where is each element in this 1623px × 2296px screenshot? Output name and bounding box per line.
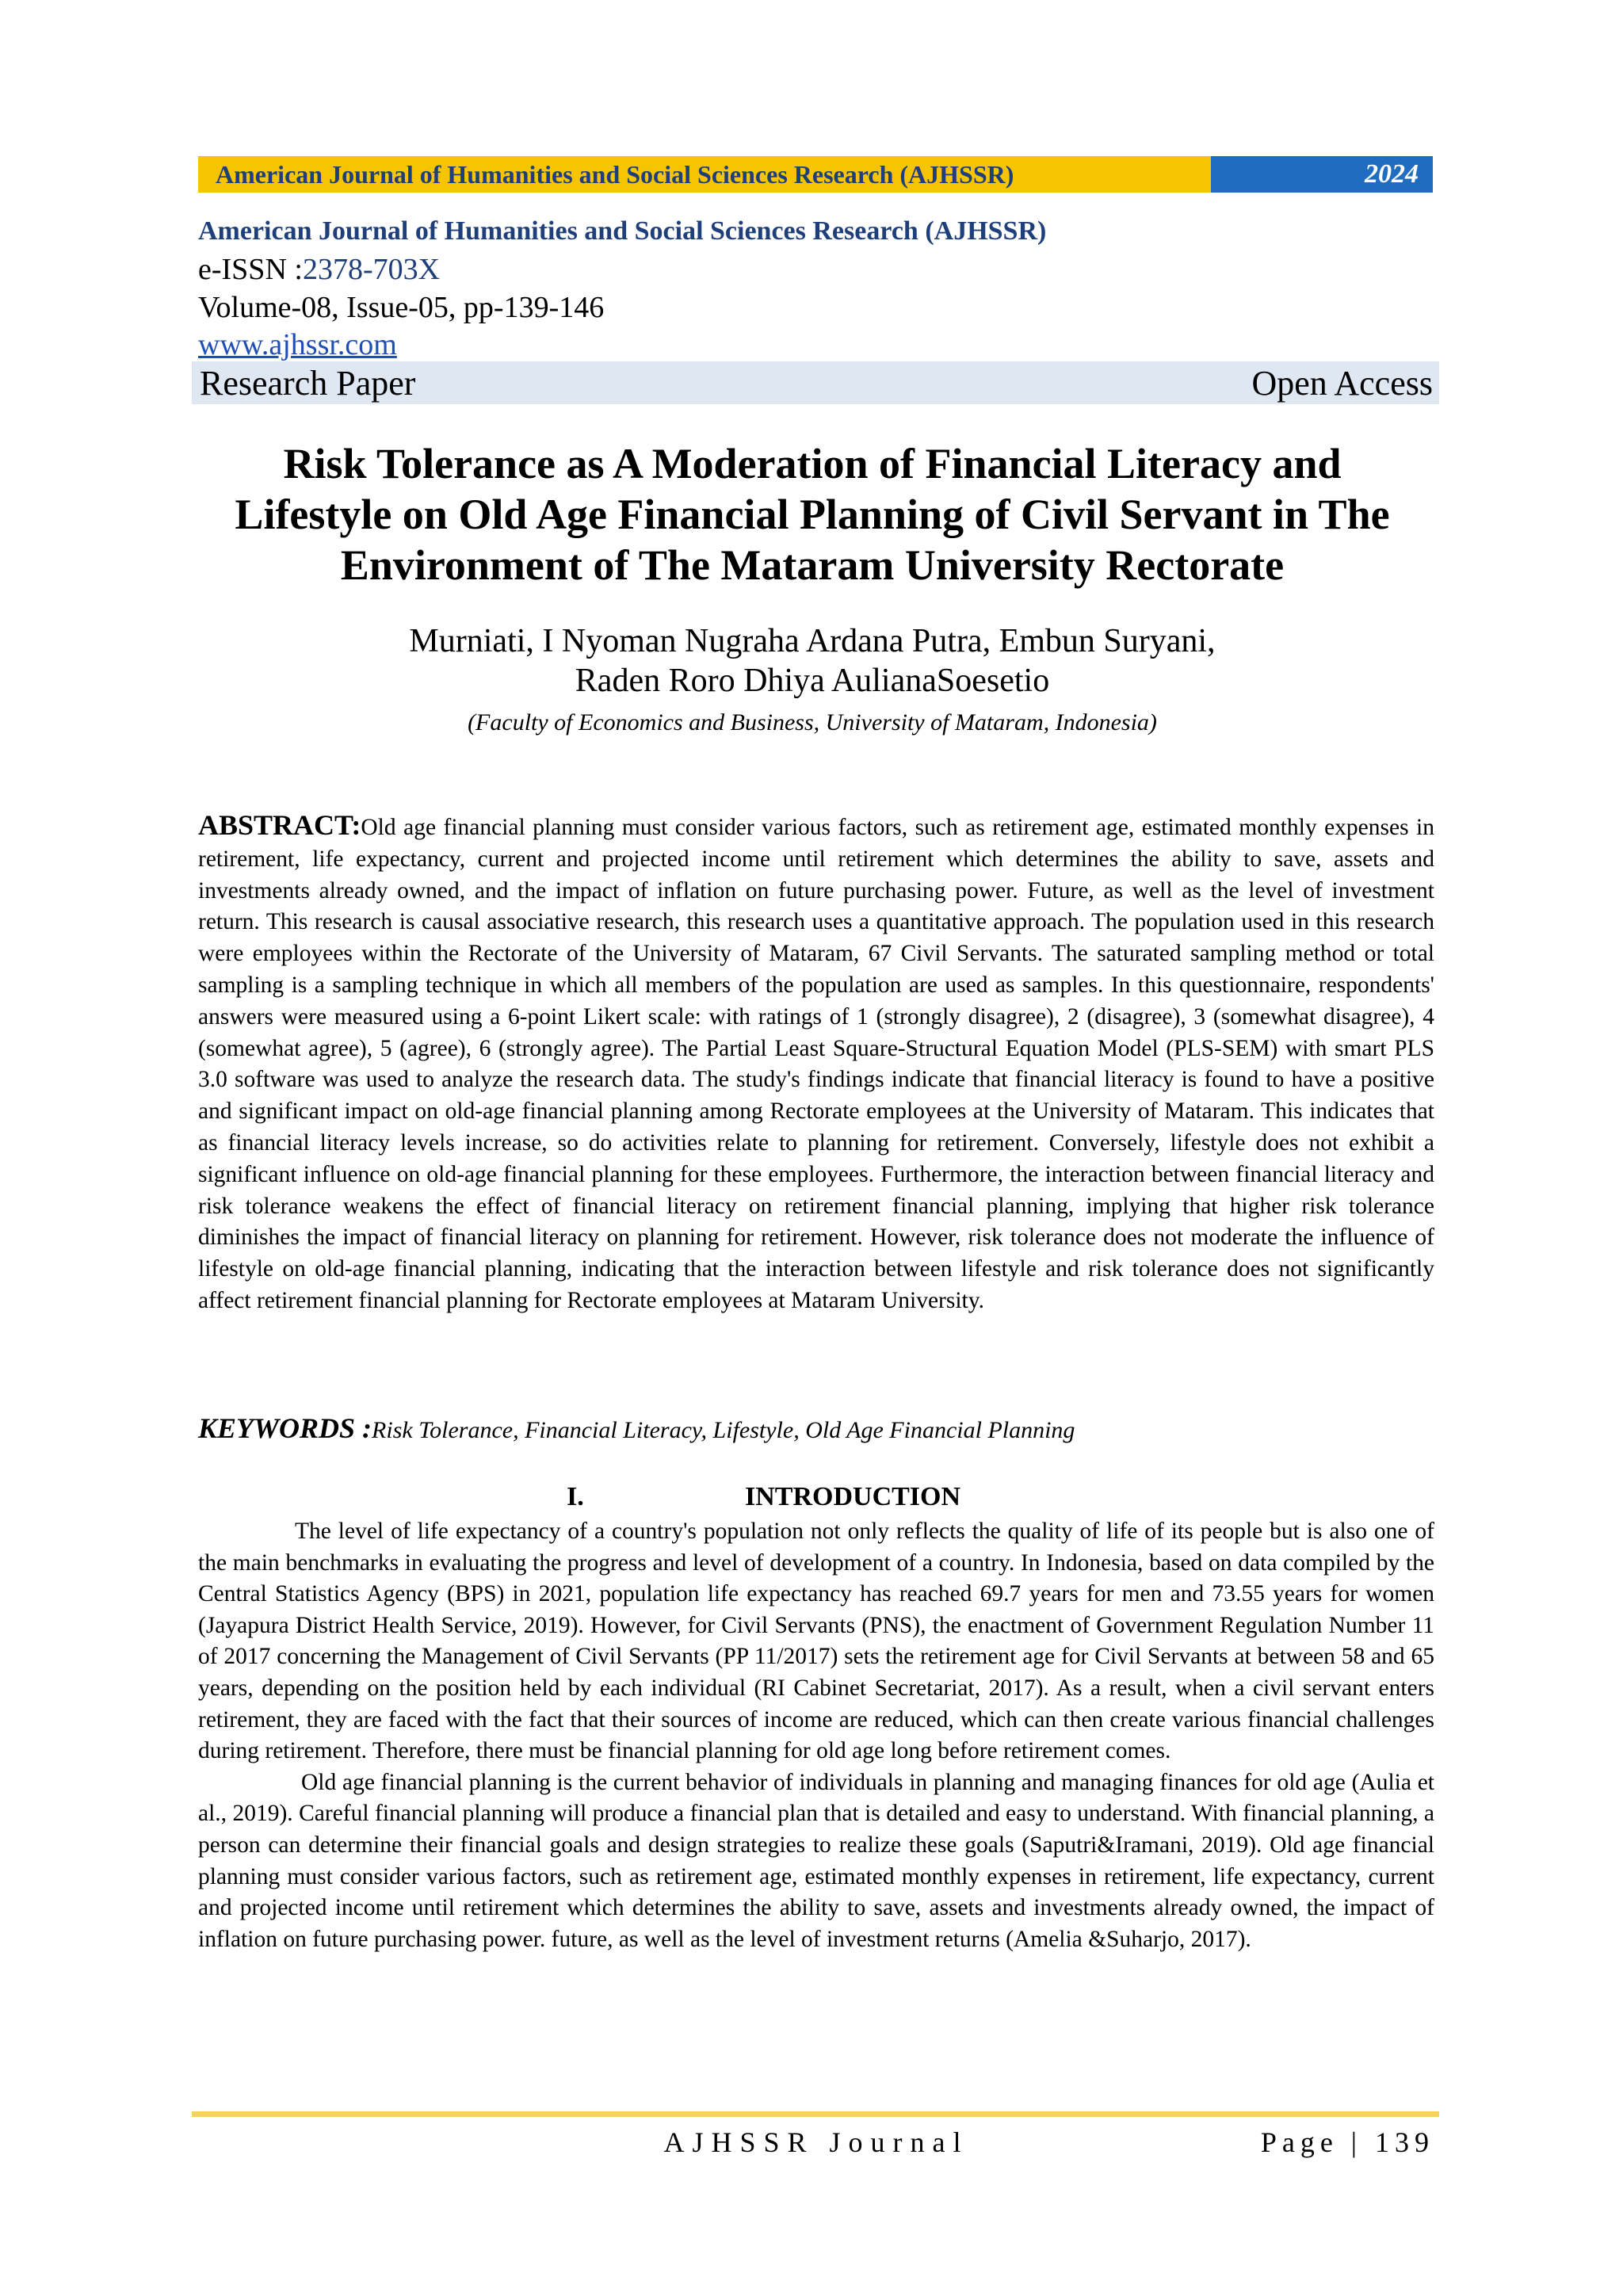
keywords <box>198 1412 1434 1446</box>
footer-journal: AJHSSR Journal <box>663 2126 969 2158</box>
running-header <box>198 156 1433 193</box>
journal-name: American Journal of Humanities and Social Sciences Research (AJHSSR) <box>198 216 1047 246</box>
paper-title <box>174 438 1450 590</box>
title-line: Risk Tolerance as A Moderation of Financial Literacy and <box>283 440 1342 487</box>
journal-website-link[interactable]: www.ajhssr.com <box>198 328 397 361</box>
page-footer <box>198 2122 1434 2162</box>
introduction-body <box>198 1516 1434 1955</box>
paper-type: Research Paper <box>200 363 416 403</box>
paper-type-band <box>192 361 1439 404</box>
paragraph: Old age financial planning is the current behavior of individuals in planning and managing finances for old age (Aulia et al., 2019). Careful financial planning will produce a financial plan that is detailed and easy to understand. With financial planning, a person can determine their financial goals and design strategies to realize these goals (Saputri&Iramani, 2019). Old age financial planning must consider various factors, such as retirement age, estimated monthly expenses in retirement, life expectancy, current and projected income until retirement which determines the ability to save, assets and investments already owned, the impact of inflation on future purchasing power. future, as well as the level of investment returns (Amelia &Suharjo, 2017). <box>198 1769 1434 1952</box>
paragraph: The level of life expectancy of a country's population not only reflects the quality of life of its people but is also one of the main benchmarks in evaluating the progress and level of development of a country. In Indonesia, based on data compiled by the Central Statistics Agency (BPS) in 2021, population life expectancy has reached 69.7 years for men and 73.55 years for women (Jayapura District Health Service, 2019). However, for Civil Servants (PNS), the enactment of Government Regulation Number 11 of 2017 concerning the Management of Civil Servants (PP 11/2017) sets the retirement age for Civil Servants at between 58 and 65 years, depending on the position held by each individual (RI Cabinet Secretariat, 2017). As a result, when a civil servant enters retirement, they are faced with the fact that their sources of income are reduced, which can then create various financial challenges during retirement. Therefore, there must be financial planning for old age long before retirement comes. <box>198 1519 1434 1764</box>
running-header-journal: American Journal of Humanities and Social Sciences Research (AJHSSR) <box>198 156 1211 193</box>
footer-rule <box>192 2111 1439 2117</box>
keywords-text: Risk Tolerance, Financial Literacy, Lifestyle, Old Age Financial Planning <box>372 1417 1075 1443</box>
authors-line: Murniati, I Nyoman Nugraha Ardana Putra, Embun Suryani, <box>409 623 1216 659</box>
title-line: Lifestyle on Old Age Financial Planning of Civil Servant in The <box>235 491 1390 538</box>
title-line: Environment of The Mataram University Rectorate <box>340 541 1285 589</box>
keywords-label: KEYWORDS : <box>198 1412 372 1444</box>
page-number: Page | 139 <box>1260 2126 1434 2158</box>
eissn-value: 2378-703X <box>302 253 441 286</box>
affiliation: (Faculty of Economics and Business, University of Mataram, Indonesia) <box>468 709 1157 735</box>
authors-line: Raden Roro Dhiya AulianaSoesetio <box>575 663 1050 699</box>
section-number: I. <box>567 1482 584 1511</box>
eissn-label: e-ISSN : <box>198 253 303 286</box>
section-title: INTRODUCTION <box>745 1482 961 1511</box>
access-type: Open Access <box>1251 363 1433 403</box>
volume-issue: Volume-08, Issue-05, pp-139-146 <box>198 291 605 324</box>
abstract-label: ABSTRACT: <box>198 809 361 841</box>
journal-meta <box>198 212 1434 363</box>
abstract-text: Old age financial planning must consider various factors, such as retirement age, estimated monthly expenses in retirement, life expectancy, current and projected income until retirement which determines the ability to save, assets and investments already owned, and the impact of inflation on future purchasing power. Future, as well as the level of investment return. This research is causal associative research, this research uses a quantitative approach. The population used in this research were employees within the Rectorate of the University of Mataram, 67 Civil Servants. The saturated sampling method or total sampling is a sampling technique in which all members of the population are used as samples. In this questionnaire, respondents' answers were measured using a 6-point Likert scale: with ratings of 1 (strongly disagree), 2 (disagree), 3 (somewhat disagree), 4 (somewhat agree), 5 (agree), 6 (strongly agree). The Partial Least Square-Structural Equation Model (PLS-SEM) with smart PLS 3.0 software was used to analyze the research data. The study's findings indicate that financial literacy is found to have a positive and significant impact on old-age financial planning among Rectorate employees at the University of Mataram. This indicates that as financial literacy levels increase, so do activities relate to planning for retirement. Conversely, lifestyle does not exhibit a significant influence on old-age financial planning for these employees. Furthermore, the interaction between financial literacy and risk tolerance weakens the effect of financial literacy on retirement financial planning, implying that higher risk tolerance diminishes the impact of financial literacy on planning for retirement. However, risk tolerance does not moderate the influence of lifestyle on old-age financial planning, indicating that the interaction between lifestyle and risk tolerance does not significantly affect retirement financial planning for Rectorate employees at Mataram University. <box>198 815 1434 1313</box>
author-list <box>174 621 1450 701</box>
eissn <box>198 250 1434 288</box>
running-header-year: 2024 <box>1211 156 1433 193</box>
abstract <box>198 810 1434 1317</box>
